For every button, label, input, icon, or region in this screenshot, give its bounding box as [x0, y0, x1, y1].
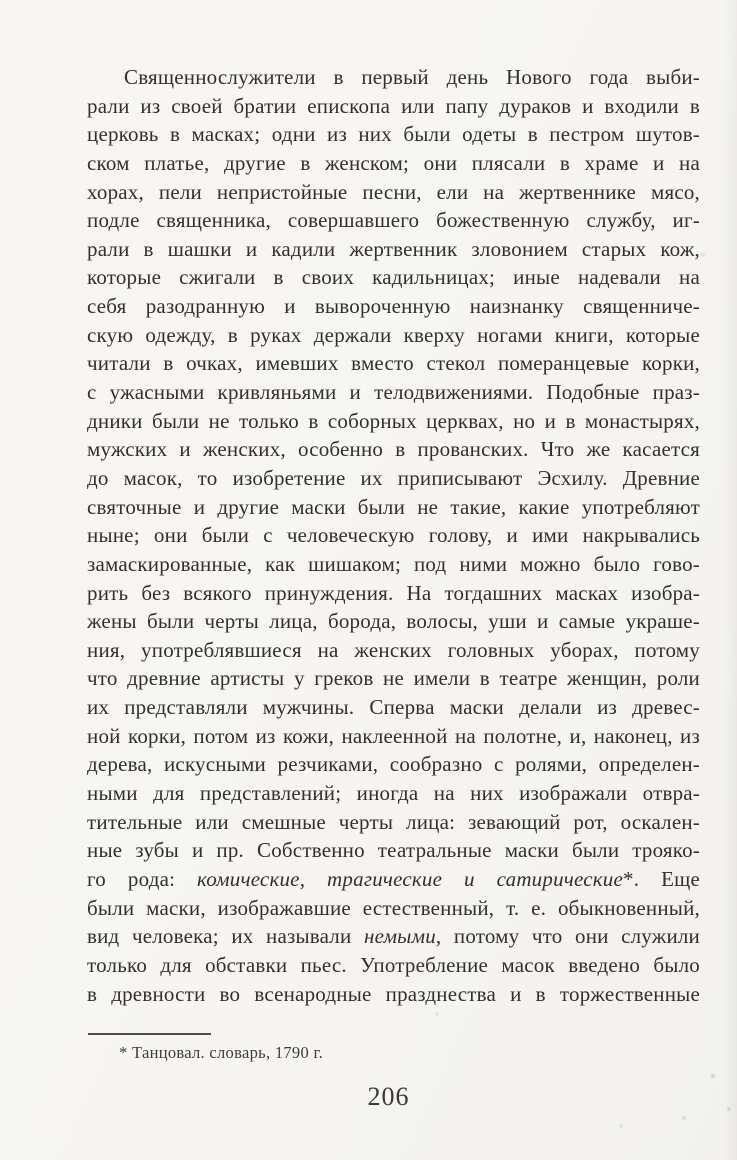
text-segment: Священнослужители в первый день Нового года выби-: [124, 65, 700, 89]
text-line: [87, 407, 700, 436]
text-segment: замаскированные, как шишаком; под ними можно было гово-: [87, 551, 700, 576]
text-line: [87, 951, 700, 980]
text-line: [87, 980, 700, 1009]
text-segment: читали в очках, имевших вместо стекол померанцевые корки,: [87, 351, 700, 376]
text-segment: вид человека; их называли: [87, 924, 364, 949]
text-segment: с ужасными кривляньями и телодвижениями. Подобные праз-: [87, 380, 700, 405]
text-line: [87, 235, 700, 264]
text-line: [87, 435, 700, 464]
text-line: [87, 120, 700, 149]
text-line: [87, 464, 700, 493]
italic-text-segment: немыми: [363, 924, 436, 949]
text-line: [87, 836, 700, 865]
text-line: [87, 92, 700, 121]
text-line: [87, 722, 700, 751]
italic-text-segment: комические, трагические и сатирические: [197, 866, 624, 891]
text-segment: святочные и другие маски были не такие, какие употребляют: [87, 494, 700, 519]
text-segment: церковь в масках; одни из них были одеты в пестром шутов-: [87, 122, 700, 147]
text-line: [87, 550, 700, 579]
text-segment: жены были черты лица, борода, волосы, уши и самые украше-: [87, 609, 700, 634]
text-segment: скую одежду, в руках держали кверху ногами книги, которые: [87, 322, 700, 347]
text-segment: что древние артисты у греков не имели в театре женщин, роли: [87, 666, 700, 691]
text-line: [87, 378, 700, 407]
page-number: 206: [367, 1082, 410, 1111]
text-line: [87, 636, 700, 665]
text-line: [87, 178, 700, 207]
text-segment: ными для представлений; иногда на них изображали отвра-: [87, 781, 700, 806]
text-segment: ные зубы и пр. Собственно театральные маски были трояко-: [87, 838, 700, 863]
text-segment: дники были не только в соборных церквах, но и в монастырях,: [87, 408, 700, 433]
text-line: [87, 865, 700, 894]
text-segment: , потому что они служили: [435, 924, 700, 949]
text-segment: хорах, пели непристойные песни, ели на жертвеннике мясо,: [87, 179, 700, 204]
text-segment: мужских и женских, особенно в прованских. Что же касается: [87, 437, 700, 462]
text-segment: рить без всякого принуждения. На тогдашних масках изобра-: [87, 580, 700, 605]
footnote-divider: [88, 1033, 211, 1035]
text-line: [87, 206, 700, 235]
text-segment: которые сжигали в своих кадильницах; иные надевали на: [87, 265, 700, 290]
text-line: [87, 607, 700, 636]
text-segment: себя разодранную и вывороченную наизнанку священниче-: [87, 294, 700, 319]
text-segment: ния, употреблявшиеся на женских головных уборах, потому: [87, 637, 700, 662]
text-line: [87, 263, 700, 292]
text-line: [87, 894, 700, 923]
text-line: [87, 521, 700, 550]
text-line: [87, 779, 700, 808]
text-line: [87, 349, 700, 378]
paper-specks: [0, 0, 2, 2]
text-line: [87, 493, 700, 522]
text-line: [87, 922, 700, 951]
text-line: [87, 693, 700, 722]
text-line: [87, 149, 700, 178]
text-segment: дерева, искусными резчиками, сообразно с ролями, определен-: [87, 752, 700, 777]
text-segment: тительные или смешные черты лица: зевающий рот, оскален-: [87, 809, 700, 834]
text-segment: ском платье, другие в женском; они плясали в храме и на: [87, 150, 700, 175]
text-segment: в древности во всенародные празднества и в торжественные: [87, 981, 700, 1006]
text-segment: только для обставки пьес. Употребление масок введено было: [87, 952, 700, 977]
text-segment: *. Еще: [623, 866, 700, 891]
text-segment: были маски, изображавшие естественный, т. е. обыкновенный,: [87, 895, 700, 920]
text-line: [87, 664, 700, 693]
text-segment: рали в шашки и кадили жертвенник зловонием старых кож,: [87, 236, 700, 261]
text-line: [87, 63, 700, 92]
text-line: [87, 321, 700, 350]
text-line: [87, 750, 700, 779]
text-segment: рали из своей братии епископа или папу дураков и входили в: [87, 93, 700, 118]
footnote-text: * Танцовал. словарь, 1790 г.: [119, 1043, 324, 1062]
text-segment: до масок, то изобретение их приписывают Эсхилу. Древние: [87, 465, 700, 490]
text-segment: го рода:: [87, 866, 198, 891]
text-segment: ной корки, потом из кожи, наклеенной на полотне, и, наконец, из: [87, 723, 700, 748]
text-segment: ныне; они были с человеческую голову, и ими накрывались: [87, 523, 700, 548]
page-body-text: [87, 63, 700, 1008]
text-line: [87, 292, 700, 321]
text-segment: подле священника, совершавшего божественную службу, иг-: [87, 208, 700, 233]
text-line: [87, 579, 700, 608]
text-segment: их представляли мужчины. Сперва маски делали из древес-: [87, 695, 700, 720]
text-line: [87, 808, 700, 837]
